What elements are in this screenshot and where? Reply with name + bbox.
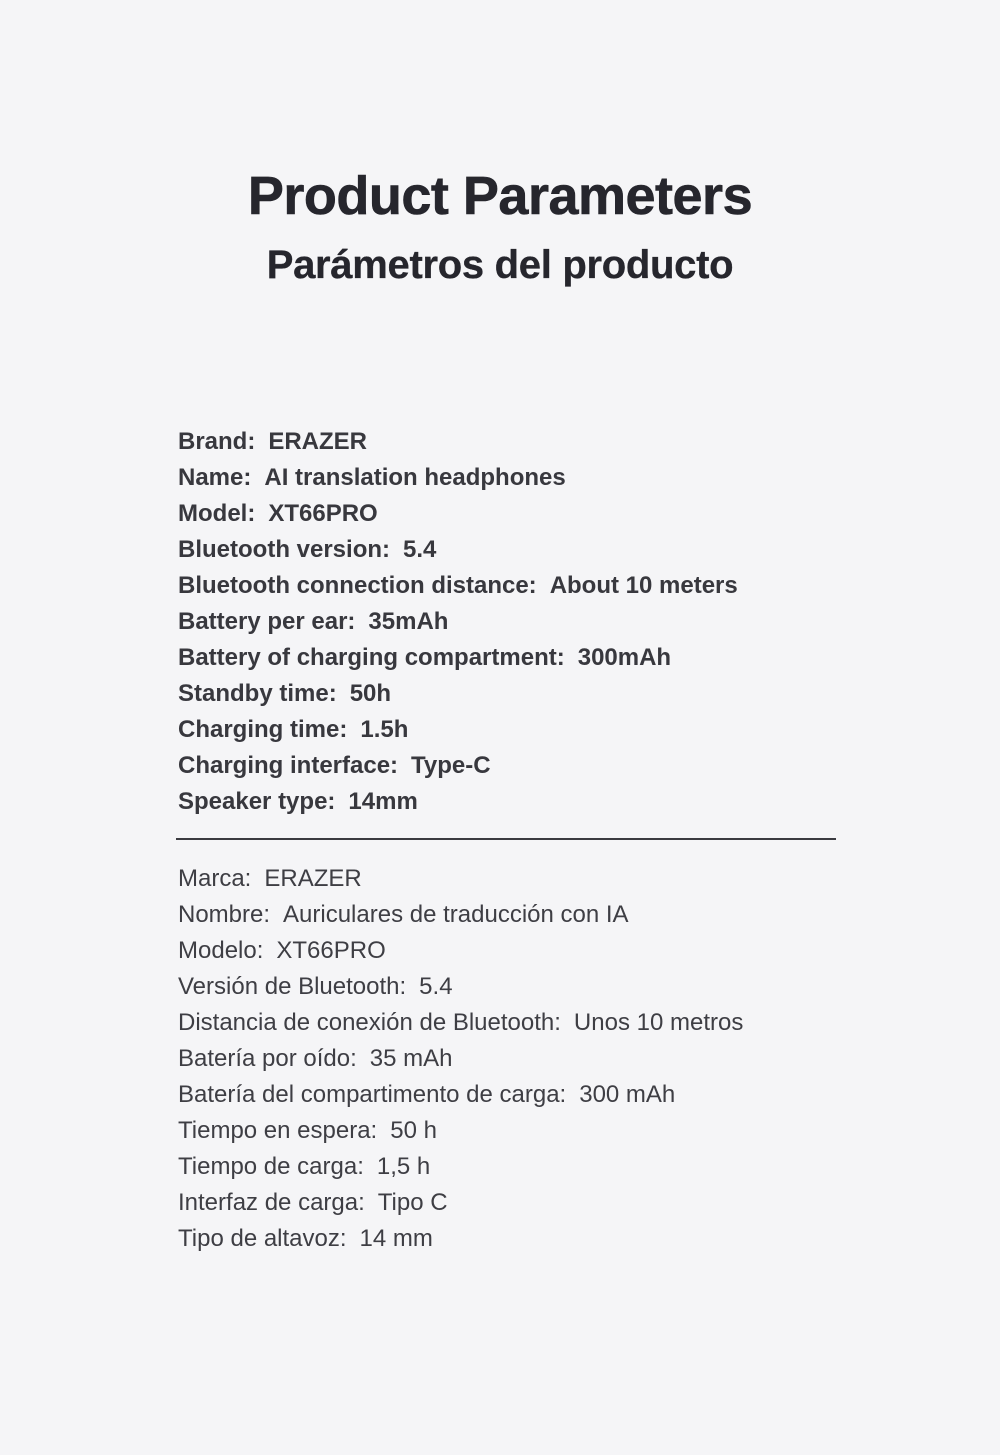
spec-label: Brand:: [178, 428, 256, 455]
spec-label: Charging time:: [178, 716, 348, 743]
spec-label: Versión de Bluetooth:: [178, 973, 407, 1000]
spec-row-battery-ear: [178, 604, 878, 640]
spec-row-marca: [178, 861, 878, 897]
spec-row-version-bluetooth: [178, 969, 878, 1005]
spec-value: XT66PRO: [268, 500, 378, 527]
spec-value: 300mAh: [577, 644, 672, 671]
spec-row-charging-time: [178, 712, 878, 748]
spec-label: Tiempo de carga:: [178, 1153, 364, 1180]
spec-label: Battery per ear:: [178, 608, 356, 635]
spec-row-name: [178, 460, 878, 496]
spec-row-tiempo-espera: [178, 1113, 878, 1149]
spec-value: ERAZER: [264, 865, 362, 892]
spec-row-distancia-bluetooth: [178, 1005, 878, 1041]
spec-row-brand: [178, 424, 878, 460]
spec-value: 35 mAh: [369, 1045, 453, 1072]
spec-value: XT66PRO: [276, 937, 386, 964]
spec-label: Marca:: [178, 865, 252, 892]
spec-label: Interfaz de carga:: [178, 1189, 365, 1216]
spec-label: Name:: [178, 464, 252, 491]
spec-value: 14mm: [348, 788, 418, 815]
spec-row-bateria-compartimento: [178, 1077, 878, 1113]
spec-label: Distancia de conexión de Bluetooth:: [178, 1009, 561, 1036]
spec-value: ERAZER: [268, 428, 368, 455]
spec-row-bluetooth-distance: [178, 568, 878, 604]
spec-row-nombre: [178, 897, 878, 933]
spec-label: Bluetooth version:: [178, 536, 391, 563]
page-title: Product Parameters: [247, 166, 753, 227]
spec-row-interfaz-carga: [178, 1185, 878, 1221]
spec-value: AI translation headphones: [264, 464, 566, 491]
page-subtitle: Parámetros del producto: [266, 243, 734, 288]
spec-value: Type-C: [411, 752, 491, 779]
spec-row-model: [178, 496, 878, 532]
spec-value: 14 mm: [359, 1225, 433, 1252]
spec-row-speaker-type: [178, 784, 878, 820]
spec-value: Auriculares de traducción con IA: [283, 901, 629, 928]
spec-value: 5.4: [403, 536, 437, 563]
spec-label: Battery of charging compartment:: [178, 644, 565, 671]
spec-label: Batería por oído:: [178, 1045, 357, 1072]
spec-row-battery-case: [178, 640, 878, 676]
spec-value: 35mAh: [368, 608, 449, 635]
spec-value: 1,5 h: [376, 1153, 431, 1180]
spec-label: Charging interface:: [178, 752, 399, 779]
spec-value: 50h: [349, 680, 392, 707]
spec-value: 1.5h: [360, 716, 409, 743]
spec-value: Tipo C: [377, 1189, 448, 1216]
spec-label: Batería del compartimento de carga:: [178, 1081, 567, 1108]
spec-row-bateria-oido: [178, 1041, 878, 1077]
spec-label: Tiempo en espera:: [178, 1117, 378, 1144]
spec-row-tiempo-carga: [178, 1149, 878, 1185]
specs-list-spanish: [178, 861, 878, 1257]
spec-value: 5.4: [419, 973, 453, 1000]
spec-value: 300 mAh: [579, 1081, 676, 1108]
spec-value: Unos 10 metros: [573, 1009, 744, 1036]
spec-label: Tipo de altavoz:: [178, 1225, 347, 1252]
spec-row-modelo: [178, 933, 878, 969]
spec-label: Modelo:: [178, 937, 264, 964]
spec-row-standby-time: [178, 676, 878, 712]
spec-label: Bluetooth connection distance:: [178, 572, 537, 599]
spec-label: Model:: [178, 500, 256, 527]
specs-list-english: [178, 424, 878, 820]
spec-label: Nombre:: [178, 901, 271, 928]
spec-row-tipo-altavoz: [178, 1221, 878, 1257]
spec-row-bluetooth-version: [178, 532, 878, 568]
section-divider: [176, 838, 836, 840]
spec-value: About 10 meters: [549, 572, 738, 599]
spec-row-charging-interface: [178, 748, 878, 784]
spec-label: Standby time:: [178, 680, 337, 707]
spec-value: 50 h: [390, 1117, 437, 1144]
spec-label: Speaker type:: [178, 788, 336, 815]
